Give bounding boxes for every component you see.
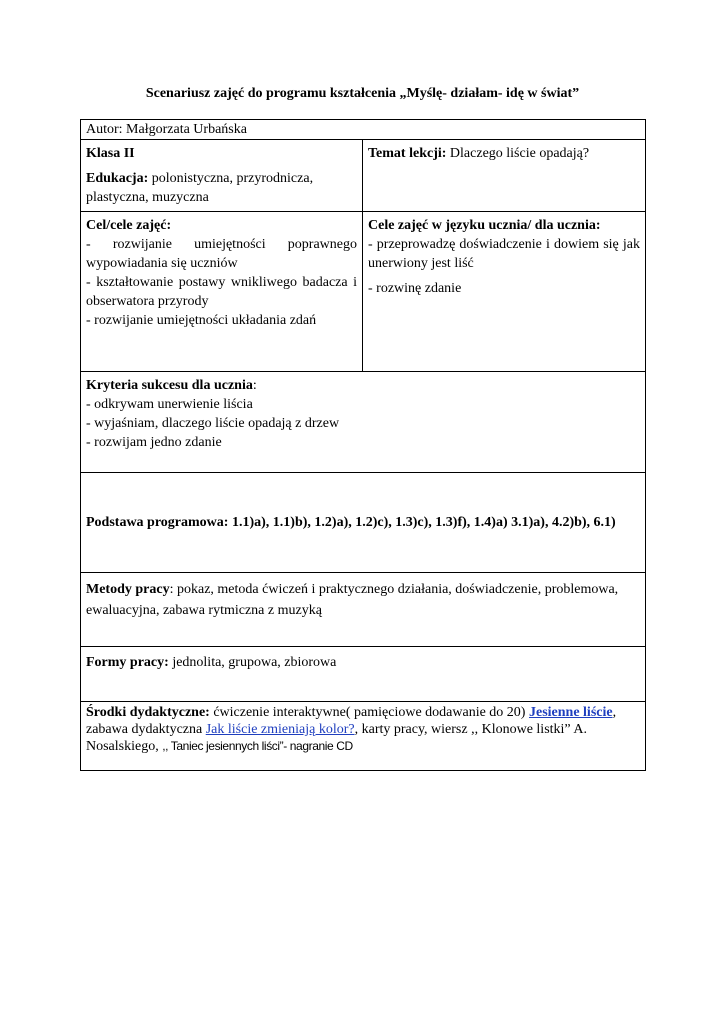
criteria-item: - rozwijam jedno zdanie bbox=[86, 435, 222, 450]
criteria-row bbox=[81, 372, 646, 473]
goal-item: - rozwijanie umiejętności układania zdań bbox=[86, 313, 317, 328]
goals-label: Cel/cele zajęć: bbox=[86, 218, 172, 233]
criteria-item: - odkrywam unerwienie liścia bbox=[86, 397, 253, 412]
criteria-label: Kryteria sukcesu dla ucznia bbox=[86, 378, 253, 393]
forms-value: jednolita, grupowa, zbiorowa bbox=[168, 655, 337, 670]
document-title: Scenariusz zajęć do programu kształcenia „Myślę- działam- idę w świat” bbox=[145, 86, 580, 101]
topic-label: Temat lekcji: bbox=[368, 146, 447, 161]
curriculum-cell bbox=[81, 473, 646, 573]
education-label: Edukacja: bbox=[86, 171, 149, 186]
author-row bbox=[81, 120, 646, 140]
topic-value: Dlaczego liście opadają? bbox=[446, 146, 590, 161]
resources-row bbox=[81, 702, 646, 771]
criteria-colon: : bbox=[252, 378, 257, 393]
methods-value: : pokaz, metoda ćwiczeń i praktycznego działania, doświadczenie, problemowa, ewaluacyjna, zabawa rytmiczna z muzyką bbox=[86, 582, 619, 618]
education-line bbox=[86, 169, 357, 188]
resources-text-3: , karty pracy, wiersz ,, Klonowe listki” A. Nosalskiego, bbox=[86, 722, 587, 754]
forms-row bbox=[81, 647, 646, 702]
student-goal-item: - rozwinę zdanie bbox=[368, 281, 462, 296]
author-cell bbox=[81, 120, 646, 140]
education-value-2: plastyczna, muzyczna bbox=[86, 190, 209, 205]
goal-item: - kształtowanie postawy wnikliwego badacza i obserwatora przyrody bbox=[86, 275, 357, 309]
class-cell bbox=[81, 140, 363, 212]
forms-label: Formy pracy: bbox=[86, 655, 169, 670]
goals-cell bbox=[81, 212, 363, 372]
lesson-plan-table bbox=[80, 119, 646, 771]
curriculum-value: 1.1)a), 1.1)b), 1.2)a), 1.2)c), 1.3)c), 1.3)f), 1.4)a) 3.1)a), 4.2)b), 6.1) bbox=[228, 514, 616, 530]
goal-item: - rozwijanie umiejętności poprawnego wypowiadania się uczniów bbox=[86, 237, 357, 271]
forms-cell bbox=[81, 647, 646, 702]
methods-label: Metody pracy bbox=[86, 582, 170, 597]
jesienne-liscie-link[interactable]: Jesienne liście bbox=[528, 705, 613, 720]
methods-row bbox=[81, 573, 646, 647]
curriculum-line bbox=[86, 510, 640, 536]
jak-liscie-zmieniaja-kolor-link[interactable]: Jak liście zmieniają kolor? bbox=[205, 722, 355, 737]
criteria-item: - wyjaśniam, dlaczego liście opadają z drzew bbox=[86, 416, 340, 431]
education-value: polonistyczna, przyrodnicza, bbox=[148, 171, 314, 186]
student-goal-item: - przeprowadzę doświadczenie i dowiem się jak unerwiony jest liść bbox=[368, 237, 641, 271]
curriculum-label: Podstawa programowa: bbox=[86, 514, 229, 530]
resources-text-1: ćwiczenie interaktywne( pamięciowe dodawanie do 20) bbox=[209, 705, 529, 720]
resources-text-2: , zabawa dydaktyczna bbox=[86, 705, 617, 737]
student-goals-label: Cele zajęć w języku ucznia/ dla ucznia: bbox=[368, 218, 601, 233]
resources-text-4: ,, Taniec jesiennych liści”- nagranie CD bbox=[162, 739, 353, 753]
class-label: Klasa II bbox=[86, 146, 135, 161]
resources-cell bbox=[81, 702, 646, 771]
methods-cell bbox=[81, 573, 646, 647]
student-goals-cell bbox=[363, 212, 646, 372]
criteria-cell bbox=[81, 372, 646, 473]
author-text: Autor: Małgorzata Urbańska bbox=[86, 122, 247, 137]
curriculum-row bbox=[81, 473, 646, 573]
class-topic-row bbox=[81, 140, 646, 212]
topic-cell bbox=[363, 140, 646, 212]
resources-label: Środki dydaktyczne: bbox=[86, 705, 210, 720]
goals-row bbox=[81, 212, 646, 372]
